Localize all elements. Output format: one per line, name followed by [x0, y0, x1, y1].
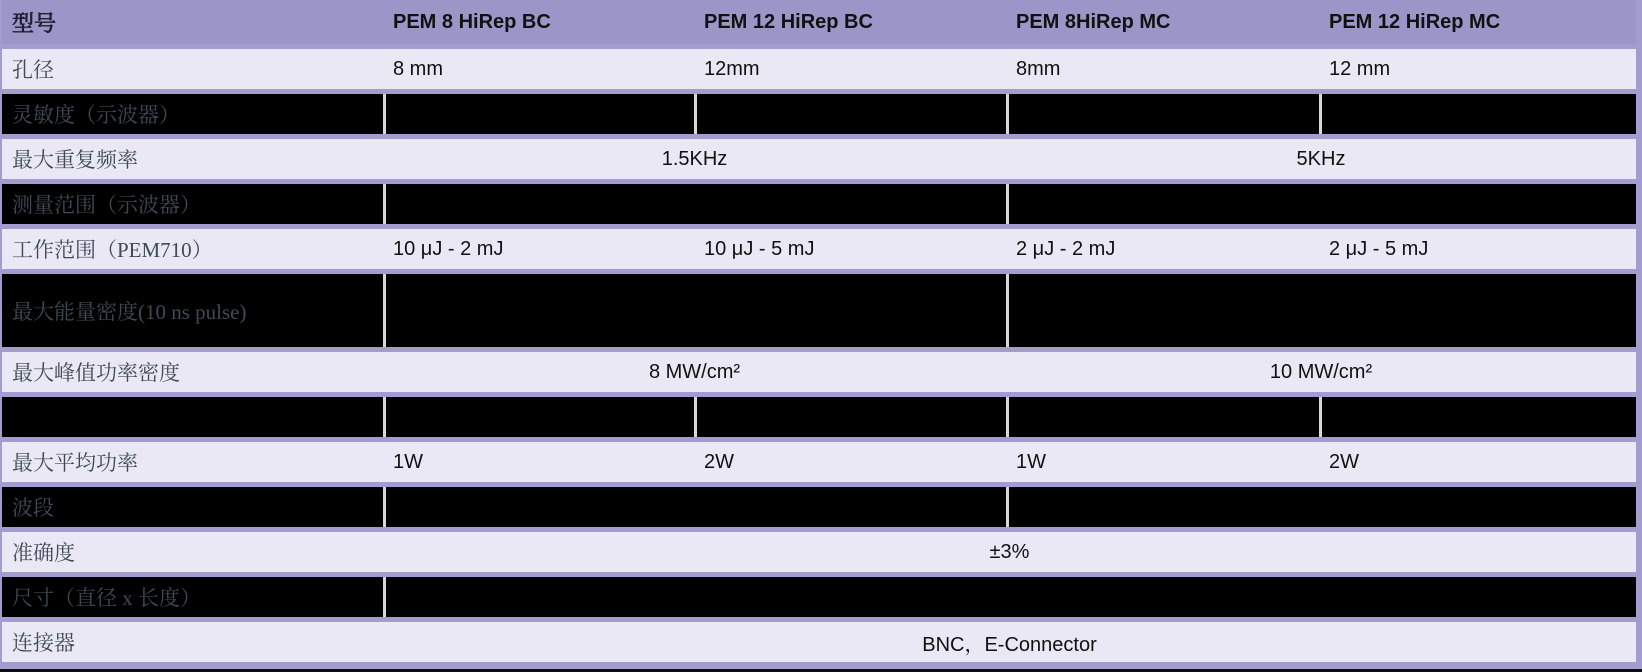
working-range-pem710-value-4: 2 μJ - 5 mJ: [1329, 237, 1429, 260]
row-dimensions: [2, 577, 1636, 617]
max-peak-power-density-value-1: 8 MW/cm²: [648, 360, 741, 383]
working-range-pem710-value-1: 10 μJ - 2 mJ: [393, 237, 504, 260]
row-max-peak-power-density: [2, 352, 1636, 392]
max-average-power-value-4: 2W: [1329, 450, 1359, 473]
max-average-power-value-3: 1W: [1016, 450, 1046, 473]
working-range-pem710-value-3: 2 μJ - 2 mJ: [1016, 237, 1116, 260]
model-value-2: PEM 12 HiRep BC: [704, 10, 873, 33]
row-model: [2, 0, 1636, 44]
connector-value-1: BNC，E-Connector: [922, 633, 1097, 656]
dimensions-value-1: [383, 577, 1636, 617]
max-repetition-rate-label: 最大重复频率: [12, 148, 138, 172]
max-energy-density-value-2: [1006, 274, 1636, 347]
max-energy-density-value-1: [383, 274, 1006, 347]
redacted-row-value-3: [1006, 397, 1319, 437]
row-redacted-row: [2, 397, 1636, 437]
model-label: 型号: [12, 10, 57, 36]
redacted-row-value-2: [694, 397, 1006, 437]
measurement-range-oscilloscope-value-1: [383, 184, 1006, 224]
wavelength-band-value-1: [383, 487, 1006, 527]
sensitivity-oscilloscope-value-4: [1319, 94, 1636, 134]
accuracy-label: 准确度: [12, 541, 75, 565]
max-peak-power-density-label: 最大峰值功率密度: [12, 361, 180, 385]
row-accuracy: [2, 532, 1636, 572]
max-peak-power-density-value-2: 10 MW/cm²: [1269, 360, 1373, 383]
max-energy-density-label: 最大能量密度(10 ns pulse): [12, 299, 247, 324]
row-max-energy-density: [2, 274, 1636, 347]
aperture-value-2: 12mm: [704, 57, 760, 80]
redacted-row-label: [2, 397, 383, 437]
measurement-range-oscilloscope-label: 测量范围（示波器）: [12, 193, 201, 217]
max-average-power-value-1: 1W: [393, 450, 423, 473]
aperture-value-3: 8mm: [1016, 57, 1061, 80]
max-average-power-value-2: 2W: [704, 450, 734, 473]
row-max-average-power: [2, 442, 1636, 482]
aperture-value-4: 12 mm: [1329, 57, 1391, 80]
row-wavelength-band: [2, 487, 1636, 527]
row-sensitivity-oscilloscope: [2, 94, 1636, 134]
sensitivity-oscilloscope-value-2: [694, 94, 1006, 134]
redacted-row-value-1: [383, 397, 694, 437]
max-repetition-rate-value-2: 5KHz: [1296, 147, 1346, 170]
row-aperture: [2, 49, 1636, 89]
sensitivity-oscilloscope-label: 灵敏度（示波器）: [12, 103, 180, 127]
working-range-pem710-label: 工作范围（PEM710）: [12, 238, 213, 262]
redacted-row-value-4: [1319, 397, 1636, 437]
aperture-value-1: 8 mm: [393, 57, 443, 80]
row-working-range-pem710: [2, 229, 1636, 269]
dimensions-label: 尺寸（直径 x 长度）: [12, 586, 201, 610]
wavelength-band-value-2: [1006, 487, 1636, 527]
connector-label: 连接器: [12, 631, 75, 655]
sensitivity-oscilloscope-value-3: [1006, 94, 1319, 134]
row-measurement-range-oscilloscope: [2, 184, 1636, 224]
measurement-range-oscilloscope-value-2: [1006, 184, 1636, 224]
sensitivity-oscilloscope-value-1: [383, 94, 694, 134]
max-average-power-label: 最大平均功率: [12, 451, 138, 475]
max-repetition-rate-value-1: 1.5KHz: [661, 147, 728, 170]
working-range-pem710-value-2: 10 μJ - 5 mJ: [704, 237, 815, 260]
row-max-repetition-rate: [2, 139, 1636, 179]
model-value-1: PEM 8 HiRep BC: [393, 10, 551, 33]
aperture-label: 孔径: [12, 58, 54, 82]
model-value-3: PEM 8HiRep MC: [1016, 10, 1171, 33]
row-connector: [2, 622, 1636, 662]
model-value-4: PEM 12 HiRep MC: [1329, 10, 1501, 33]
accuracy-value-1: ±3%: [989, 540, 1030, 563]
wavelength-band-label: 波段: [12, 496, 54, 520]
